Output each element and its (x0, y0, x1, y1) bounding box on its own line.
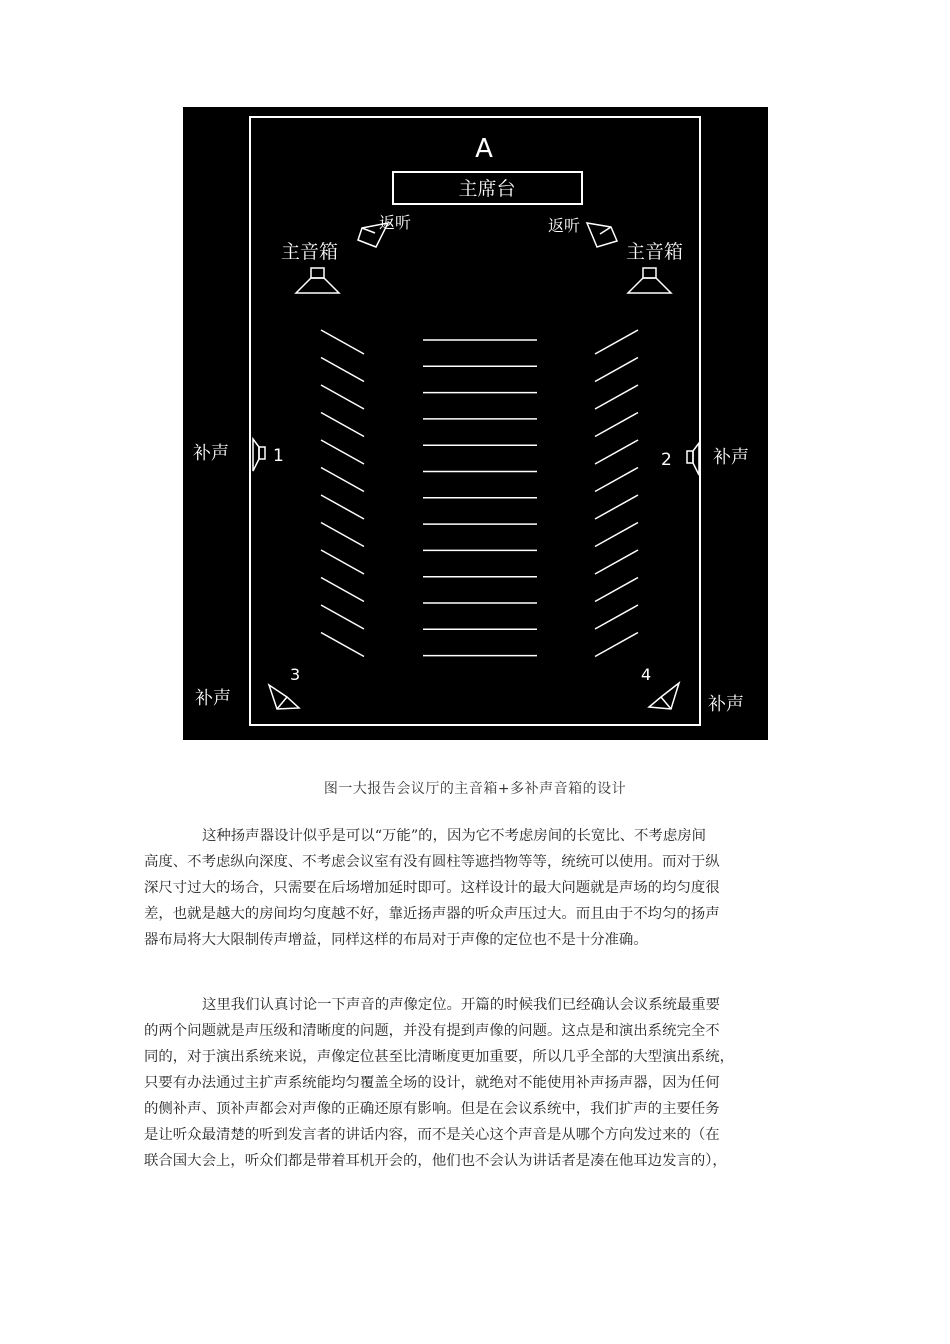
seat-row-line (321, 358, 364, 382)
paragraph-line: 是让听众最清楚的听到发言者的讲话内容，而不是关心这个声音是从哪个方向发过来的（在 (144, 1127, 720, 1143)
seat-row-line (595, 633, 638, 657)
main-speaker-right-icon (628, 268, 671, 293)
figure-caption: 图一大报告会议厅的主音箱+多补声音箱的设计 (323, 781, 627, 797)
seat-row-line (595, 605, 638, 629)
monitor-right-speaker-icon (587, 223, 617, 247)
main-speaker-left-icon (296, 268, 339, 293)
paragraph-line: 的侧补声、顶补声都会对声像的正确还原有影响。但是在会议系统中，我们扩声的主要任务 (144, 1101, 720, 1117)
seat-row-line (595, 358, 638, 382)
speaker-number-3: 3 (290, 665, 301, 684)
seat-row-line (595, 330, 638, 354)
seat-row-line (321, 523, 364, 547)
seating-rows-center (423, 340, 537, 656)
seating-rows-right (595, 330, 638, 657)
fill-bottom-right-label: 补声 (708, 694, 744, 715)
podium-label: 主席台 (458, 178, 516, 200)
paragraph-line: 同的，对于演出系统来说，声像定位甚至比清晰度更加重要，所以几乎全部的大型演出系统， (144, 1049, 735, 1065)
seat-row-line (595, 385, 638, 409)
seat-row-line (595, 440, 638, 464)
seat-row-line (321, 633, 364, 657)
paragraph-line: 的两个问题就是声压级和清晰度的问题，并没有提到声像的问题。这点是和演出系统完全不 (144, 1023, 720, 1039)
monitor-left-label: 返听 (379, 213, 412, 232)
paragraph-line: 这种扬声器设计似乎是可以“万能”的，因为它不考虑房间的长宽比、不考虑房间 (202, 828, 706, 844)
paragraph-line: 差，也就是越大的房间均匀度越不好，靠近扬声器的听众声压过大。而且由于不均匀的扬声 (144, 906, 720, 922)
seating-rows-left (321, 330, 364, 657)
fill-speaker-2-icon (687, 443, 699, 475)
fill-speaker-1-icon (253, 439, 265, 471)
fill-speaker-4-icon (649, 683, 679, 709)
main-speaker-left-label: 主音箱 (281, 241, 339, 263)
speaker-number-1: 1 (273, 446, 284, 466)
fill-bottom-left-label: 补声 (195, 688, 231, 709)
paragraph-line: 深尺寸过大的场合，只需要在后场增加延时即可。这样设计的最大问题就是声场的均匀度很 (144, 880, 720, 896)
seat-row-line (321, 550, 364, 574)
speaker-number-2: 2 (661, 450, 672, 470)
fill-speaker-3-icon (269, 685, 299, 709)
seat-row-line (321, 385, 364, 409)
monitor-right-label: 返听 (548, 216, 581, 235)
paragraph-line: 只要有办法通过主扩声系统能均匀覆盖全场的设计，就绝对不能使用补声扬声器，因为任何 (144, 1075, 720, 1091)
seat-row-line (321, 330, 364, 354)
fill-left-label: 补声 (193, 443, 229, 464)
label-a: A (475, 134, 493, 164)
paragraph-1 (144, 823, 808, 953)
seat-row-line (321, 605, 364, 629)
seat-row-line (321, 440, 364, 464)
seat-row-line (595, 413, 638, 437)
seat-row-line (321, 413, 364, 437)
seat-row-line (595, 495, 638, 519)
seat-row-line (321, 578, 364, 602)
fill-right-label: 补声 (713, 447, 749, 468)
paragraph-line: 高度、不考虑纵向深度、不考虑会议室有没有圆柱等遮挡物等等，统统可以使用。而对于纵 (144, 854, 720, 870)
room-outline (250, 117, 700, 725)
seat-row-line (321, 468, 364, 492)
seat-row-line (321, 495, 364, 519)
paragraph-line: 器布局将大大限制传声增益，同样这样的布局对于声像的定位也不是十分准确。 (144, 932, 648, 948)
paragraph-2 (144, 992, 808, 1174)
seat-row-line (595, 468, 638, 492)
paragraph-line: 这里我们认真讨论一下声音的声像定位。开篇的时候我们已经确认会议系统最重要 (202, 997, 721, 1013)
speaker-number-4: 4 (641, 665, 652, 684)
paragraph-line: 联合国大会上，听众们都是带着耳机开会的，他们也不会认为讲话者是凑在他耳边发言的）， (144, 1153, 727, 1169)
seat-row-line (595, 550, 638, 574)
seat-row-line (595, 523, 638, 547)
main-speaker-right-label: 主音箱 (626, 241, 684, 263)
seat-row-line (595, 578, 638, 602)
hall-speaker-layout-diagram (183, 107, 768, 740)
